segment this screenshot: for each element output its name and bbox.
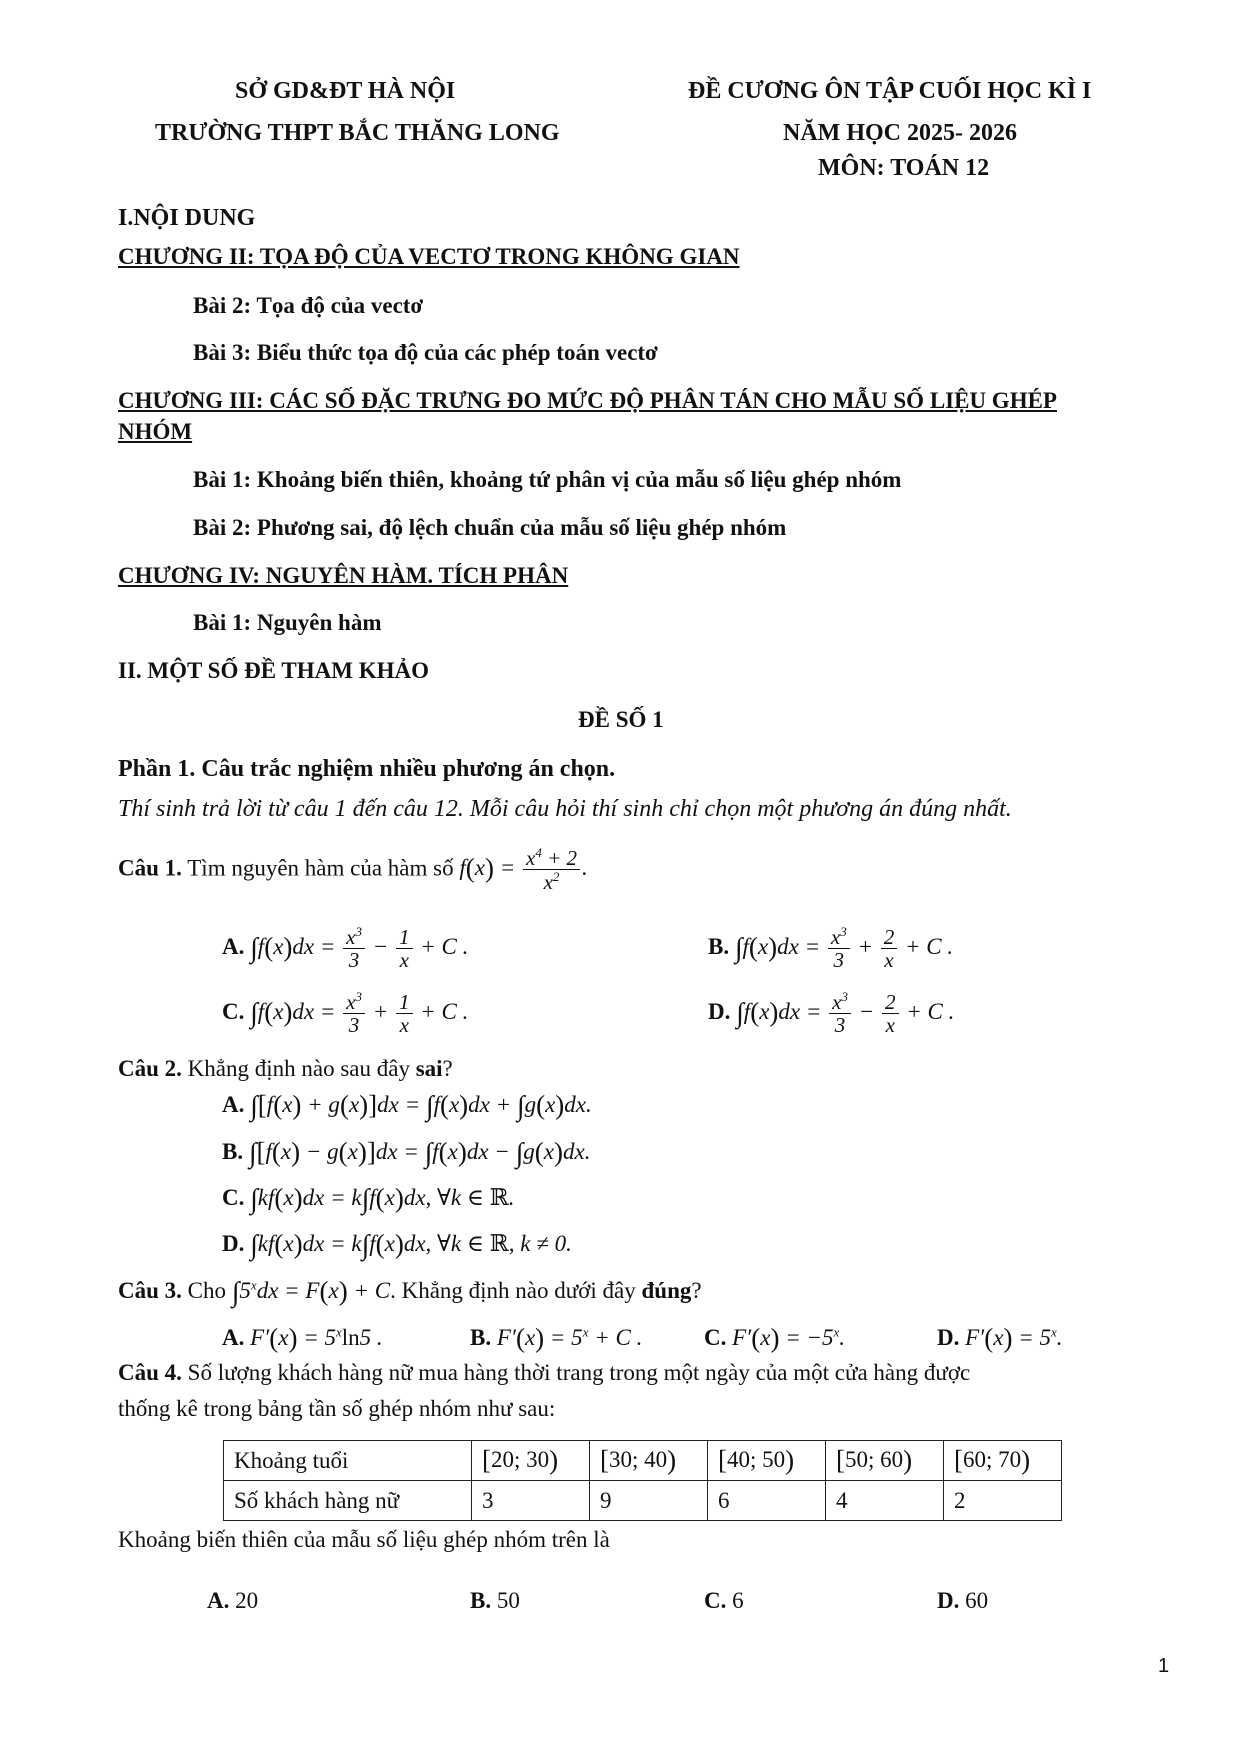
question-emphasis: đúng	[641, 1278, 692, 1303]
table-cell: 6	[708, 1481, 826, 1521]
table-cell: 9	[590, 1481, 708, 1521]
chapter-4-title: CHƯƠNG IV: NGUYÊN HÀM. TÍCH PHÂN	[118, 563, 569, 588]
q4-option-c[interactable]	[704, 1588, 744, 1614]
q3-option-d[interactable]	[937, 1323, 1063, 1354]
question-label: Câu 3.	[118, 1278, 182, 1303]
option-label: A.	[207, 1588, 230, 1613]
interval-0: 20; 30	[491, 1447, 550, 1472]
frequency-table	[223, 1440, 1062, 1521]
question-text: Tìm nguyên hàm của hàm số	[187, 855, 454, 881]
table-row	[224, 1441, 1062, 1481]
option-label: C.	[704, 1588, 727, 1613]
question-text-mid: . Khẳng định nào dưới đây	[390, 1278, 636, 1303]
chapter-3-title-line1: CHƯƠNG III: CÁC SỐ ĐẶC TRƯNG ĐO MỨC ĐỘ PHÂN TÁN CHO MẪU SỐ LIỆU GHÉP	[118, 388, 1057, 413]
option-label: A.	[222, 1325, 245, 1350]
math-expression: ∫f(x)dx = $\frac{x^3}{3}$ + $\frac{2}{x}$ + C .	[734, 924, 954, 973]
table-row	[224, 1481, 1062, 1521]
page-number: 1	[1158, 1655, 1170, 1677]
q1-option-d[interactable]	[708, 990, 954, 1037]
interval-1: 30; 40	[609, 1447, 668, 1472]
q3-option-a[interactable]	[222, 1323, 383, 1354]
question-text: Cho	[187, 1278, 226, 1303]
math-expression: ∫f(x)dx = $\frac{x^3}{3}$ − $\frac{2}{x}$ + C .	[736, 989, 955, 1038]
option-value: 20	[235, 1588, 259, 1613]
question-emphasis: sai	[415, 1056, 443, 1081]
option-label: D.	[222, 1231, 245, 1256]
option-value: 50	[496, 1588, 520, 1613]
table-cell: 2	[944, 1481, 1062, 1521]
math-expression: ∫[f(x) − g(x)]dx = ∫f(x)dx − ∫g(x)dx.	[248, 1137, 591, 1169]
chapter-3-title-line2: NHÓM	[118, 419, 193, 444]
chapter-4-lesson-1: Bài 1: Nguyên hàm	[193, 610, 382, 635]
q4-option-d[interactable]	[937, 1588, 988, 1614]
option-label: D.	[937, 1325, 960, 1350]
doc-title: ĐỀ CƯƠNG ÔN TẬP CUỐI HỌC KÌ I	[688, 78, 1092, 104]
option-label: B.	[470, 1588, 492, 1613]
math-expression: f(x) = $\frac{x^4 + 2}{x^2}$ .	[459, 845, 588, 895]
chapter-3-lesson-1: Bài 1: Khoảng biến thiên, khoảng tứ phân vị của mẫu số liệu ghép nhóm	[193, 467, 902, 492]
option-label: C.	[704, 1325, 727, 1350]
table-cell: [30; 40)	[590, 1441, 708, 1481]
q2-option-c[interactable]	[222, 1183, 515, 1216]
subject: MÔN: TOÁN 12	[818, 155, 990, 181]
option-label: B.	[708, 933, 730, 959]
chapter-2-lesson-3: Bài 3: Biểu thức tọa độ của các phép toán vectơ	[193, 340, 658, 365]
option-label: B.	[222, 1139, 244, 1164]
table-cell: [40; 50)	[708, 1441, 826, 1481]
math-expression: ∫kf(x)dx = k∫f(x)dx, ∀k ∈ ℝ.	[250, 1183, 515, 1215]
table-cell: 3	[472, 1481, 590, 1521]
question-4	[118, 1360, 970, 1386]
question-label: Câu 2.	[118, 1056, 182, 1081]
table-cell: [20; 30)	[472, 1441, 590, 1481]
q2-option-b[interactable]	[222, 1137, 590, 1170]
math-expression: $\int 5^xdx = F(x) + C$	[231, 1276, 391, 1308]
table-cell: 4	[826, 1481, 944, 1521]
interval-2: 40; 50	[727, 1447, 786, 1472]
math-expression: $F'(x) = 5^x$.	[965, 1323, 1063, 1353]
q4-option-b[interactable]	[470, 1588, 520, 1614]
interval-4: 60; 70	[963, 1447, 1022, 1472]
option-label: B.	[470, 1325, 492, 1350]
q1-option-c[interactable]	[222, 990, 468, 1037]
math-expression: $F'(x) = 5^x\ln 5$ .	[250, 1323, 383, 1353]
question-punct: ?	[691, 1278, 702, 1303]
interval-3: 50; 60	[845, 1447, 904, 1472]
option-label: C.	[222, 998, 245, 1024]
chapter-2-title: CHƯƠNG II: TỌA ĐỘ CỦA VECTƠ TRONG KHÔNG GIAN	[118, 244, 740, 269]
q3-option-c[interactable]	[704, 1323, 845, 1354]
instruction: Thí sinh trả lời từ câu 1 đến câu 12. Mỗi câu hỏi thí sinh chỉ chọn một phương án đúng nhất.	[118, 796, 1012, 822]
question-text: Khẳng định nào sau đây	[187, 1056, 410, 1081]
math-expression: $F'(x) = -5^x$.	[732, 1323, 846, 1353]
q1-option-b[interactable]	[708, 925, 953, 972]
question-text: Số lượng khách hàng nữ mua hàng thời trang trong một ngày của một cửa hàng được	[187, 1360, 971, 1385]
option-label: A.	[222, 933, 245, 959]
option-label: A.	[222, 1092, 245, 1117]
option-label: C.	[222, 1185, 245, 1210]
question-2	[118, 1056, 453, 1082]
question-label: Câu 4.	[118, 1360, 182, 1385]
question-label: Câu 1.	[118, 855, 182, 881]
q4-option-a[interactable]	[207, 1588, 258, 1614]
table-cell: [50; 60)	[826, 1441, 944, 1481]
section-heading-exams: II. MỘT SỐ ĐỀ THAM KHẢO	[118, 658, 429, 683]
table-header-cell: Số khách hàng nữ	[224, 1481, 472, 1521]
school-year: NĂM HỌC 2025- 2026	[783, 120, 1017, 146]
math-expression: $F'(x) = 5^x + C$ .	[496, 1323, 643, 1353]
math-expression: ∫f(x)dx = $\frac{x^3}{3}$ − $\frac{1}{x}$ + C .	[250, 924, 469, 973]
question-1	[118, 846, 588, 894]
option-value: 6	[732, 1588, 744, 1613]
school-name: TRƯỜNG THPT BẮC THĂNG LONG	[155, 120, 560, 146]
q1-option-a[interactable]	[222, 925, 468, 972]
question-4-line2: thống kê trong bảng tần số ghép nhóm như sau:	[118, 1396, 556, 1421]
chapter-3-lesson-2: Bài 2: Phương sai, độ lệch chuẩn của mẫu số liệu ghép nhóm	[193, 515, 787, 540]
part-title: Phần 1. Câu trắc nghiệm nhiều phương án chọn.	[118, 756, 616, 782]
math-expression: ∫f(x)dx = $\frac{x^3}{3}$ + $\frac{1}{x}$ + C .	[250, 989, 469, 1038]
option-label: D.	[937, 1588, 960, 1613]
chapter-2-lesson-2: Bài 2: Tọa độ của vectơ	[193, 293, 424, 318]
math-expression: ∫kf(x)dx = k∫f(x)dx, ∀k ∈ ℝ, k ≠ 0.	[250, 1229, 572, 1261]
q3-option-b[interactable]	[470, 1323, 642, 1354]
table-header-cell: Khoảng tuổi	[224, 1441, 472, 1481]
option-label: D.	[708, 998, 731, 1024]
question-punct: ?	[442, 1056, 453, 1081]
q2-option-a[interactable]	[222, 1090, 592, 1123]
exam-title: ĐỀ SỐ 1	[578, 707, 664, 732]
q2-option-d[interactable]	[222, 1229, 572, 1262]
question-3	[118, 1276, 702, 1309]
question-4-prompt: Khoảng biến thiên của mẫu số liệu ghép nhóm trên là	[118, 1527, 610, 1552]
table-cell: [60; 70)	[944, 1441, 1062, 1481]
option-value: 60	[965, 1588, 989, 1613]
math-expression: ∫[f(x) + g(x)]dx = ∫f(x)dx + ∫g(x)dx.	[250, 1090, 592, 1122]
section-heading-content: I.NỘI DUNG	[118, 205, 256, 231]
dept-name: SỞ GD&ĐT HÀ NỘI	[235, 78, 456, 104]
